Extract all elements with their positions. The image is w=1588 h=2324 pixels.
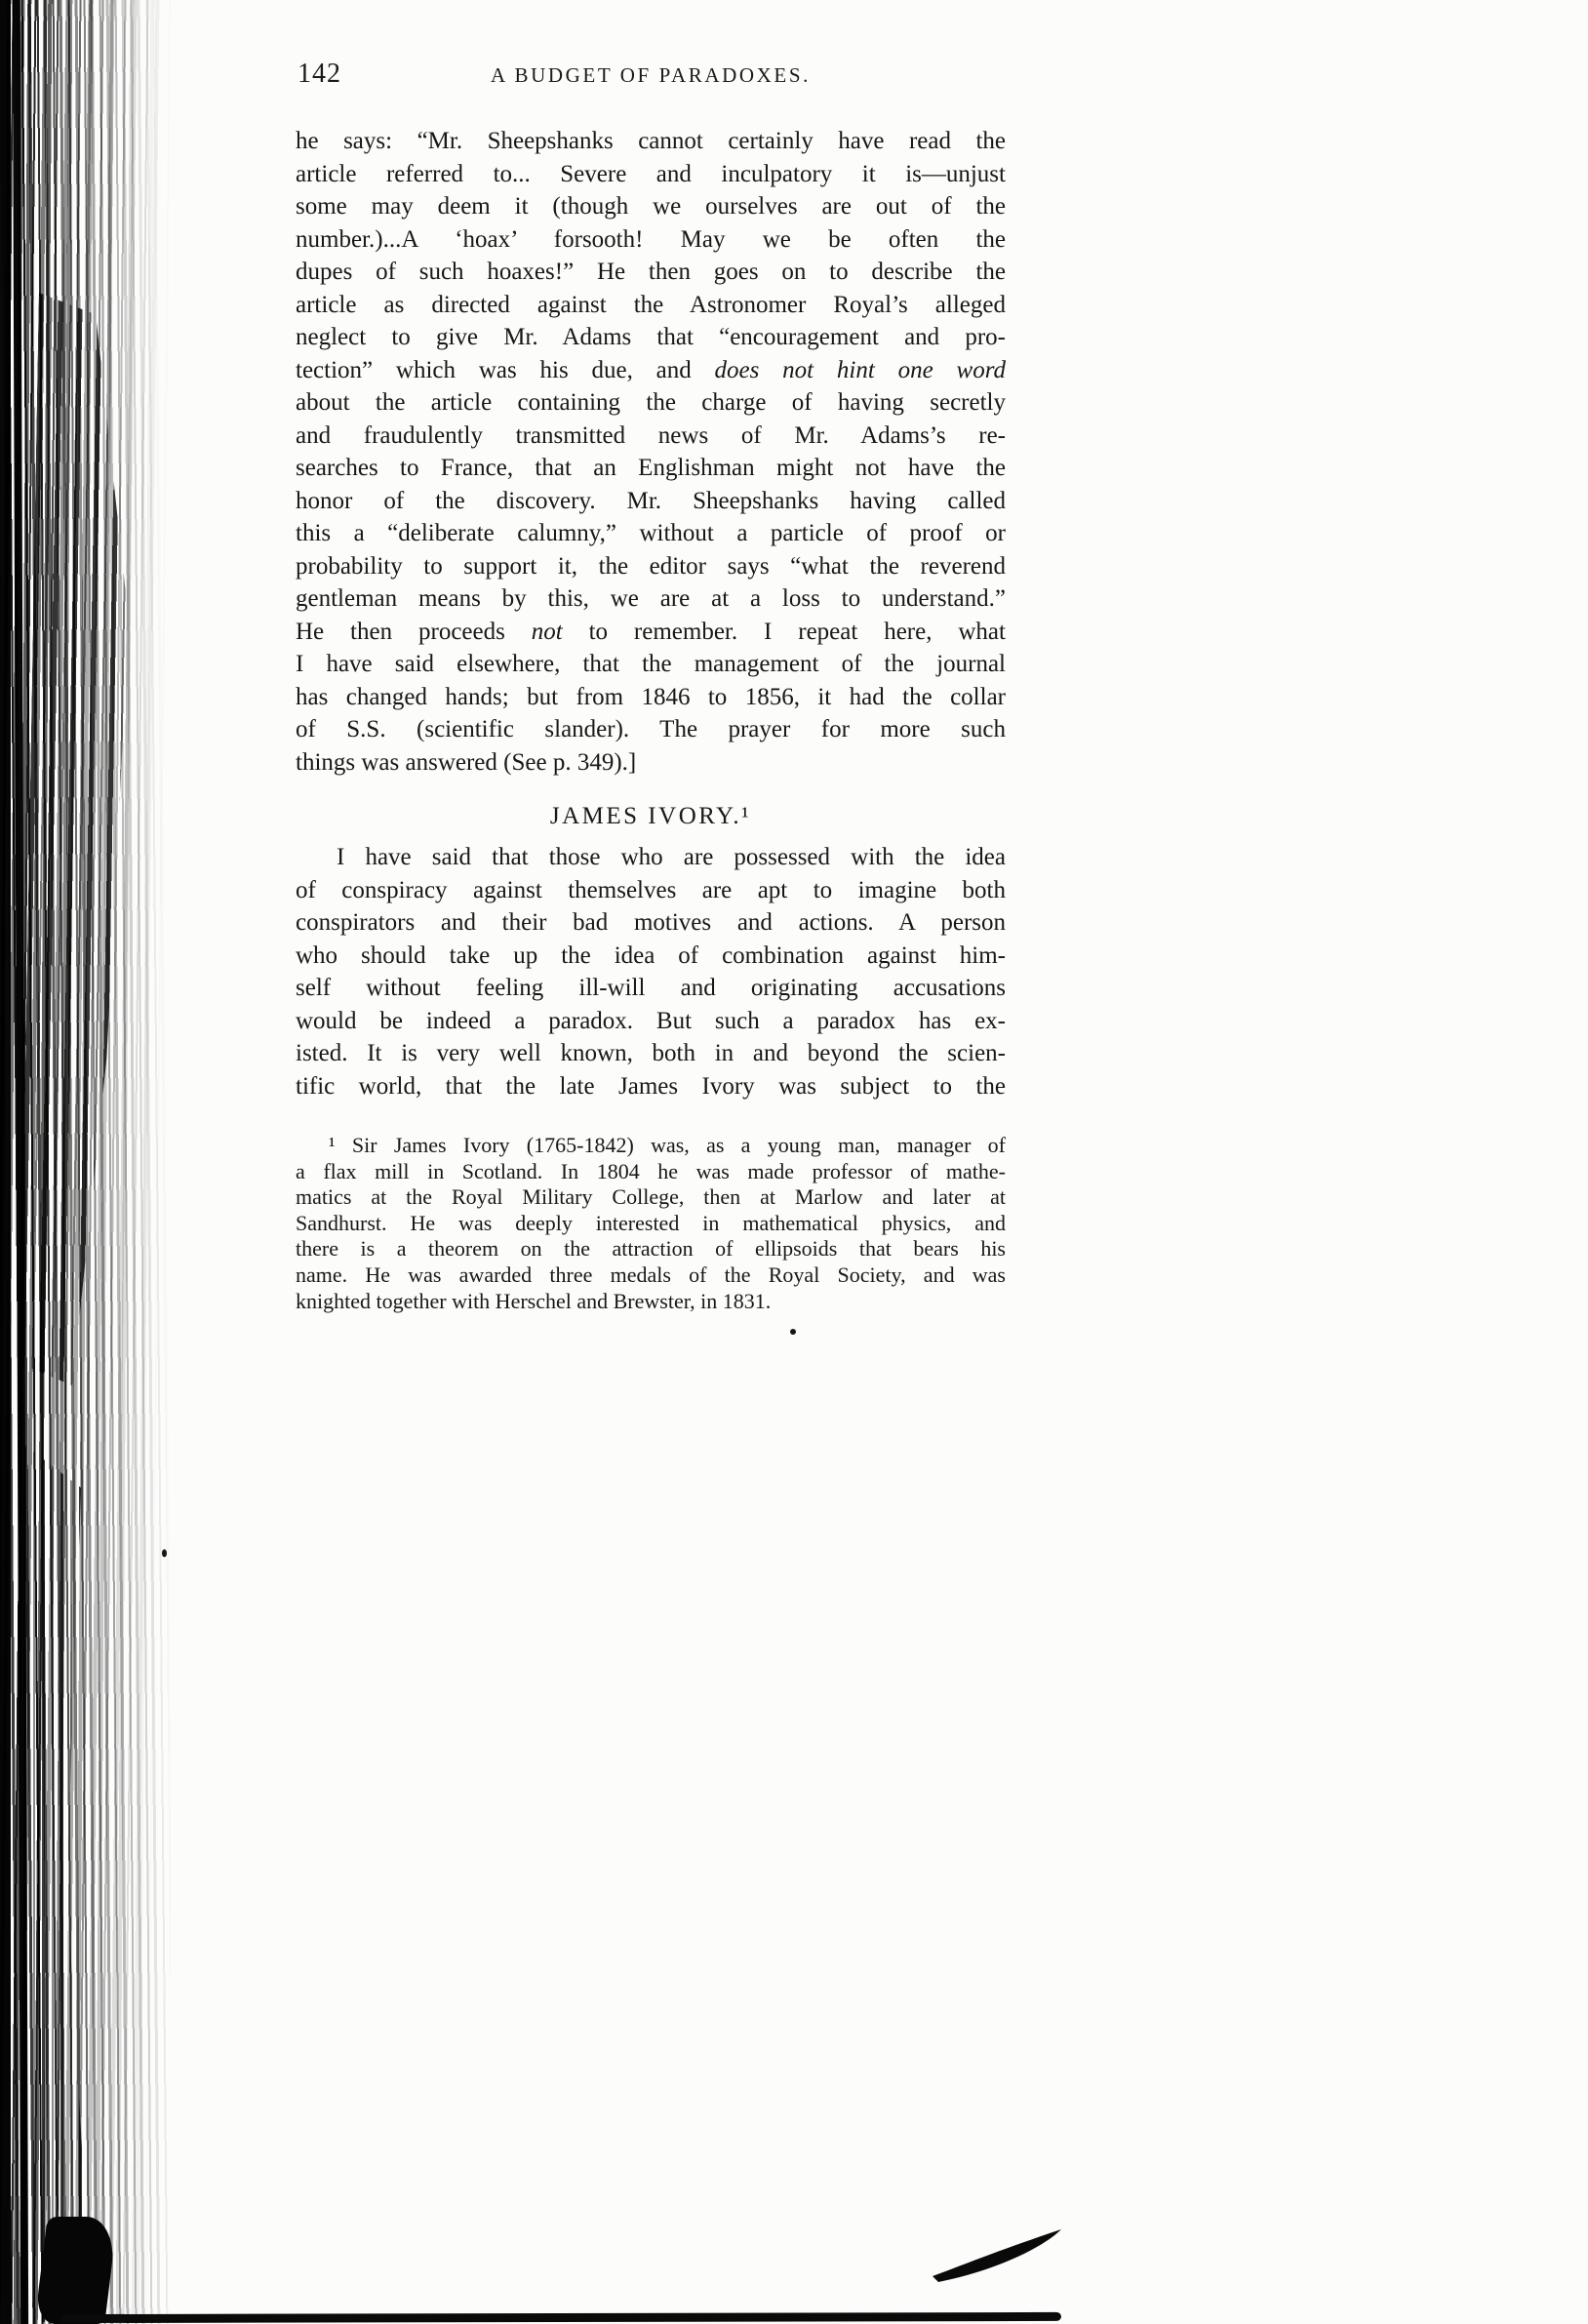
- text-line: I have said that those who are possessed with the idea: [337, 844, 1006, 870]
- page-bottom-edge-shadow: [60, 2312, 1061, 2323]
- footnote-line: a flax mill in Scotland. In 1804 he was made professor of mathe-: [296, 1158, 1006, 1183]
- gutter-streaks: [0, 0, 171, 2324]
- footnote-line: Sandhurst. He was deeply interested in mathematical physics, and: [296, 1210, 1006, 1235]
- footnote-line: matics at the Royal Military College, then at Marlow and later at: [296, 1184, 1006, 1210]
- text-line: article referred to... Severe and inculpatory it is—unjust: [296, 160, 1006, 187]
- gutter-ink-blob: [34, 2217, 118, 2324]
- gutter-solid-bar: [0, 0, 11, 2324]
- text-line: this a “deliberate calumny,” without a particle of proof or: [296, 520, 1006, 546]
- text-line: conspirators and their bad motives and actions. A person: [296, 909, 1006, 936]
- body-paragraph-1: [296, 125, 1006, 779]
- gutter-streak-patch: [20, 293, 135, 1385]
- text-line: probability to support it, the editor says “what the reverend: [296, 552, 1006, 580]
- footnote-line: there is a theorem on the attraction of ellipsoids that bears his: [296, 1236, 1006, 1262]
- section-heading: JAMES IVORY.¹: [549, 803, 752, 829]
- footnote-line: ¹ Sir James Ivory (1765-1842) was, as a young man, manager of: [329, 1133, 1006, 1157]
- scan-speck: [162, 1549, 167, 1557]
- text-line: I have said elsewhere, that the management of the journal: [296, 651, 1006, 677]
- text-line: He then proceeds not to remember. I repeat here, what: [296, 618, 1006, 645]
- text-line: self without feeling ill-will and originating accusations: [296, 975, 1006, 1001]
- text-line: tection” which was his due, and does not hint one word: [296, 356, 1006, 383]
- text-line: dupes of such hoaxes!” He then goes on to describe the: [296, 259, 1006, 285]
- footnote-line: knighted together with Herschel and Brewster, in 1831.: [296, 1288, 772, 1313]
- text-line: would be indeed a paradox. But such a paradox has ex-: [296, 1007, 1006, 1034]
- page-curl-ink-mark: [929, 2224, 1065, 2284]
- scan-speck: [790, 1329, 796, 1335]
- text-line: honor of the discovery. Mr. Sheepshanks having called: [296, 487, 1006, 514]
- text-line: of S.S. (scientific slander). The prayer for more such: [296, 716, 1006, 742]
- text-line: gentleman means by this, we are at a loss to understand.”: [296, 585, 1006, 612]
- footnote: [296, 1133, 1006, 1314]
- footnote-line: name. He was awarded three medals of the Royal Society, and was: [296, 1262, 1006, 1287]
- text-column: [296, 57, 1006, 1314]
- text-line: who should take up the idea of combination against him-: [296, 942, 1006, 969]
- book-gutter-scan-artifact: [0, 0, 171, 2324]
- text-line: about the article containing the charge of having secretly: [296, 389, 1006, 416]
- page-number: 142: [298, 59, 341, 89]
- text-line: number.)...A ‘hoax’ forsooth! May we be often the: [296, 225, 1006, 253]
- text-line: of conspiracy against themselves are apt to imagine both: [296, 876, 1006, 903]
- gutter-streaks: [0, 0, 171, 2324]
- text-line: things was answered (See p. 349).]: [296, 748, 637, 776]
- gutter-solid-bar: [13, 0, 28, 2324]
- text-line: isted. It is very well known, both in and beyond the scien-: [296, 1040, 1006, 1066]
- text-line: he says: “Mr. Sheepshanks cannot certainly have read the: [296, 128, 1006, 154]
- gutter-streaks: [0, 0, 171, 2324]
- text-line: and fraudulently transmitted news of Mr. Adams’s re-: [296, 421, 1006, 449]
- text-line: some may deem it (though we ourselves are out of the: [296, 193, 1006, 220]
- page-header: [296, 57, 1006, 92]
- text-line: searches to France, that an Englishman might not have the: [296, 455, 1006, 481]
- body-paragraph-2: [296, 841, 1006, 1102]
- text-line: neglect to give Mr. Adams that “encouragement and pro-: [296, 324, 1006, 350]
- running-title: A BUDGET OF PARADOXES.: [491, 63, 811, 87]
- text-line: tific world, that the late James Ivory was subject to the: [296, 1072, 1006, 1100]
- text-line: article as directed against the Astronomer Royal’s alleged: [296, 291, 1006, 318]
- text-line: has changed hands; but from 1846 to 1856, it had the collar: [296, 683, 1006, 710]
- gutter-streak-patch: [23, 1444, 96, 2322]
